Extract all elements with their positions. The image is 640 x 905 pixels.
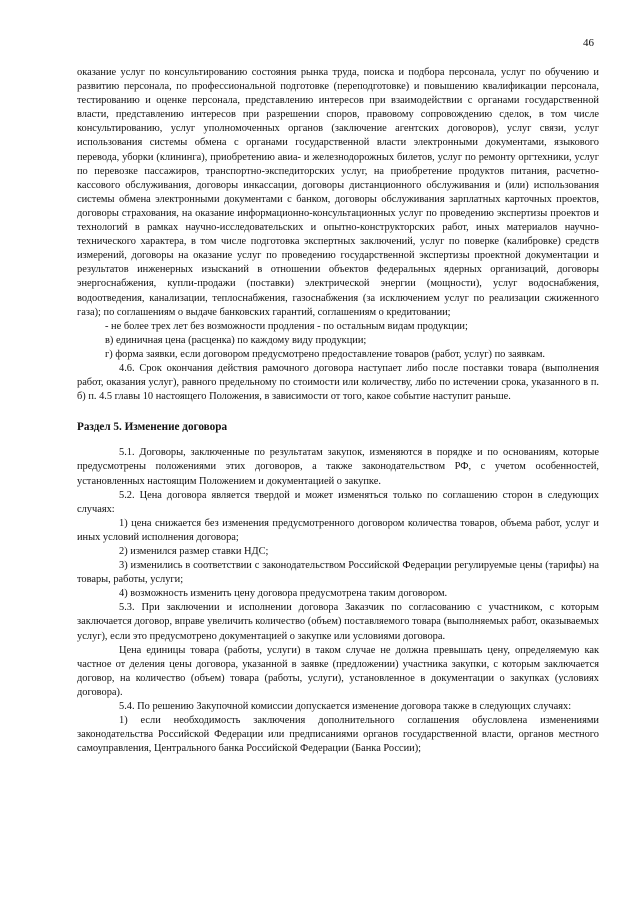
paragraph-5-1: 5.1. Договоры, заключенные по результатам закупок, изменяются в порядке и по основаниям, которые предусмотрены положениями этих договоров, а также законодательством РФ, с учетом особенностей, установленных настоящим Положением и документацией о закупке. xyxy=(77,447,599,487)
page-number: 46 xyxy=(583,37,594,49)
paragraph-5-4: 5.4. По решению Закупочной комиссии допускается изменение договора также в следующих случаях: xyxy=(119,701,572,713)
paragraph-5-2: 5.2. Цена договора является твердой и может изменяться только по соглашению сторон в следующих случаях: xyxy=(77,489,599,515)
section-5-heading: Раздел 5. Изменение договора xyxy=(77,421,228,434)
paragraph-5-3: 5.3. При заключении и исполнении договора Заказчик по согласованию с участником, с которым заключается договор, вправе увеличить количество (объем) поставляемого товара (выполняемых работ, оказываемых услуг), если это предусмотрено документацией о закупке или условиями договора. xyxy=(77,602,599,642)
list-item-other-products: - не более трех лет без возможности продления - по остальным видам продукции; xyxy=(105,320,468,332)
paragraph-5-2-1: 1) цена снижается без изменения предусмотренного договором количества товаров, объема работ, услуг и иных условий исполнения договора; xyxy=(77,517,599,543)
document-body xyxy=(77,66,599,756)
paragraph-5-2-2: 2) изменился размер ставки НДС; xyxy=(119,546,269,557)
paragraph-4-6: 4.6. Срок окончания действия рамочного договора наступает либо после поставки товара (выполнения работ, оказания услуг), равного предельному по стоимости или количеству, либо по истечении срока, указанного в п. б) п. 4.5 главы 10 настоящего Положения, в зависимости от того, какое событие наступит раньше. xyxy=(77,362,599,403)
paragraph-5-2-3: 3) изменились в соответствии с законодательством Российской Федерации регулируемые цены (тарифы) на товары, работы, услуги; xyxy=(77,560,599,586)
paragraph-5-3-price: Цена единицы товара (работы, услуги) в таком случае не должна превышать цену, определяемую как частное от деления цены договора, указанной в заявке (предложении) участника закупки, с которым заключается договор, на количество (объем) товара (работы, услуги), установленное в документации о закупках (условиях договора). xyxy=(77,644,599,698)
paragraph-5-2-4: 4) возможность изменить цену договора предусмотрена таким договором. xyxy=(119,588,448,600)
opening-paragraph: оказание услуг по консультированию состояния рынка труда, поиска и подбора персонала, услуг по обучению и развитию персонала, по профессиональной подготовке (переподготовке) и повышению квалификации персонала, тестированию и оценке персонала, представлению интересов при взаимодействии с органами государственной власти, представлению интересов при разрешении споров, правовому сопровождению сделок, в том числе консультированию, услуг уполномоченных органов (заключение агентских договоров), услуг связи, услуг использования системы обмена с органами государственной власти электронными документами, языкового перевода, уборки (клининга), приобретению авиа- и железнодорожных билетов, услуг по ремонту оргтехники, услуг по перевозке пассажиров, транспортно-экспедиторских услуг, на приобретение продуктов питания, расчетно-кассового обслуживания, договоры инкассации, договоры дистанционного обслуживания и (или) использования системы обмена электронными документами с банком, договоры обслуживания зарплатных карточных проектов, договоры страхования, на оказание информационно-консультационных услуг по проведению экспертизы проектов и технологий в рамках научно-исследовательских и опытно-конструкторских работ, иных материалов научно-технического характера, в том числе подготовка экспертных заключений, услуг по поверке (калибровке) средств измерений, договоры на оказание услуг по проведению государственной экспертизы проектной документации и результатов инженерных изысканий в отношении объектов федеральных ядерных организаций, договоры энергоснабжения, купли-продажи (поставки) электрической энергии (мощности), услуг водоснабжения, водоотведения, канализации, теплоснабжения, газоснабжения (за исключением услуг по реализации сжиженного газа); по соглашениям о выдаче банковских гарантий, соглашениям о кредитовании; xyxy=(77,67,599,318)
list-item-g: г) форма заявки, если договором предусмотрено предоставление товаров (работ, услуг) по заявкам. xyxy=(105,348,546,360)
paragraph-5-4-1: 1) если необходимость заключения дополнительного соглашения обусловлена изменениями законодательства Российской Федерации или предписаниями органов государственной власти, органов местного самоуправления, Центрального банка Российской Федерации (Банка России); xyxy=(77,715,599,755)
list-item-v: в) единичная цена (расценка) по каждому виду продукции; xyxy=(105,334,367,346)
